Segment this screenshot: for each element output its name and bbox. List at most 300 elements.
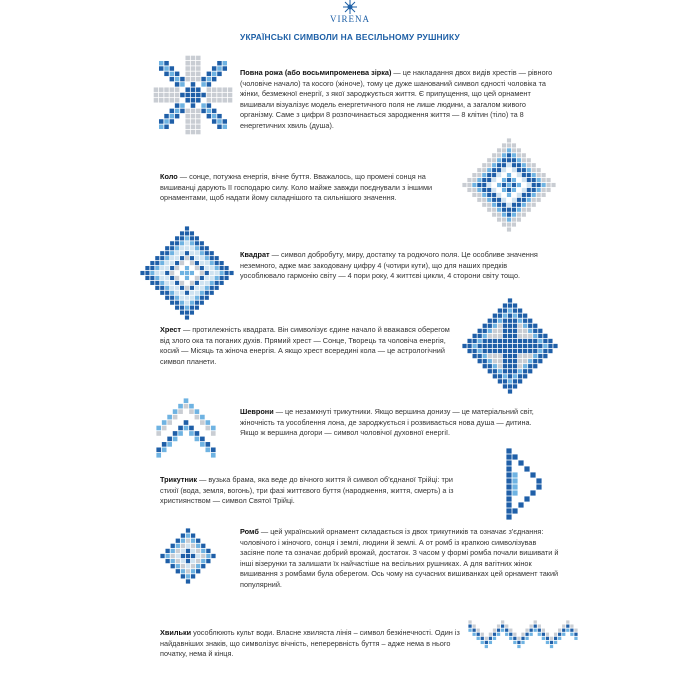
- stitch-cell: [497, 203, 501, 207]
- stitch-cell: [220, 266, 224, 270]
- stitch-cell: [201, 103, 205, 107]
- stitch-cell: [522, 158, 526, 162]
- stitch-cell: [225, 266, 229, 270]
- stitch-cell: [533, 344, 537, 348]
- stitch-cell: [507, 148, 511, 152]
- stitch-cell: [205, 420, 210, 425]
- stitch-cell: [477, 629, 480, 632]
- stitch-cell: [217, 93, 221, 97]
- stitch-cell: [467, 183, 471, 187]
- stitch-cell: [548, 349, 552, 353]
- stitch-cell: [503, 349, 507, 353]
- stitch-cell: [165, 549, 169, 553]
- stitch-cell: [170, 241, 174, 245]
- stitch-cell: [200, 281, 204, 285]
- stitch-cell: [473, 334, 477, 338]
- stitch-cell: [509, 633, 512, 636]
- stitch-cell: [185, 77, 189, 81]
- stitch-cell: [503, 379, 507, 383]
- stitch-cell: [220, 271, 224, 275]
- stitch-cell: [517, 637, 520, 640]
- stitch-cell: [492, 178, 496, 182]
- stitch-cell: [206, 554, 210, 558]
- stitch-cell: [215, 256, 219, 260]
- stitch-cell: [160, 271, 164, 275]
- stitch-cell: [195, 301, 199, 305]
- stitch-cell: [184, 398, 189, 403]
- stitch-cell: [191, 61, 195, 65]
- stitch-cell: [497, 193, 501, 197]
- stitch-cell: [503, 344, 507, 348]
- stitch-cell: [513, 303, 517, 307]
- stitch-cell: [165, 286, 169, 290]
- stitch-cell: [566, 624, 569, 627]
- stitch-cell: [498, 359, 502, 363]
- stitch-cell: [487, 198, 491, 202]
- stitch-cell: [215, 261, 219, 265]
- stitch-cell: [524, 466, 529, 471]
- symbol-block-star: [240, 68, 558, 131]
- stitch-cell: [201, 549, 205, 553]
- stitch-cell: [175, 246, 179, 250]
- stitch-cell: [170, 246, 174, 250]
- stitch-cell: [160, 291, 164, 295]
- stitch-cell: [478, 344, 482, 348]
- stitch-cell: [155, 256, 159, 260]
- stitch-cell: [170, 72, 174, 76]
- stitch-cell: [533, 329, 537, 333]
- stitch-cell: [184, 420, 189, 425]
- stitch-cell: [190, 281, 194, 285]
- stitch-cell: [508, 298, 512, 302]
- stitch-cell: [512, 163, 516, 167]
- stitch-cell: [195, 241, 199, 245]
- stitch-cell: [542, 183, 546, 187]
- stitch-cell: [483, 349, 487, 353]
- stitch-cell: [191, 82, 195, 86]
- stitch-cell: [178, 431, 183, 436]
- symbol-block-circle: [160, 172, 450, 204]
- stitch-cell: [527, 158, 531, 162]
- stitch-cell: [554, 641, 557, 644]
- stitch-cell: [212, 72, 216, 76]
- stitch-cell: [190, 311, 194, 315]
- stitch-cell: [493, 329, 497, 333]
- symbol-description: — це накладання двох видів хрестів — рівного (чоловіче начало) та косого (жіноче), тому це дуже шанований символ єдності чоловіка та жінки, безмежної енергії, з якої зароджується життя. Є припущення, що цей орнамент вишивали візуалізує модель енергетичного поля не лише людини, а загалом живого організму. Саме з цифри 8 розпочинається зародження життя — 8 клітин (тіло) та 8 енергетичних хвиль (душа).: [240, 68, 553, 130]
- stitch-cell: [195, 296, 199, 300]
- stitch-cell: [506, 490, 511, 495]
- stitch-cell: [488, 369, 492, 373]
- stitch-cell: [537, 188, 541, 192]
- stitch-cell: [186, 554, 190, 558]
- stitch-cell: [195, 276, 199, 280]
- stitch-cell: [503, 314, 507, 318]
- stitch-cell: [492, 188, 496, 192]
- stitch-cell: [472, 629, 475, 632]
- stitch-cell: [164, 125, 168, 129]
- stitch-cell: [546, 637, 549, 640]
- stitch-cell: [517, 153, 521, 157]
- symbol-block-chevron: [240, 407, 552, 439]
- stitch-cell: [206, 549, 210, 553]
- stitch-cell: [527, 168, 531, 172]
- stitch-cell: [195, 306, 199, 310]
- stitch-cell: [508, 309, 512, 313]
- stitch-cell: [217, 119, 221, 123]
- stitch-cell: [462, 344, 466, 348]
- stitch-cell: [517, 193, 521, 197]
- stitch-cell: [505, 629, 508, 632]
- stitch-cell: [513, 349, 517, 353]
- stitch-cell: [171, 564, 175, 568]
- stitch-cell: [180, 291, 184, 295]
- stitch-cell: [190, 286, 194, 290]
- stitch-cell: [210, 291, 214, 295]
- stitch-cell: [509, 637, 512, 640]
- stitch-cell: [508, 389, 512, 393]
- stitch-cell: [538, 329, 542, 333]
- stitch-cell: [220, 281, 224, 285]
- stitch-cell: [488, 354, 492, 358]
- stitch-cell: [546, 641, 549, 644]
- stitch-cell: [497, 148, 501, 152]
- stitch-cell: [200, 246, 204, 250]
- stitch-cell: [196, 98, 200, 102]
- stitch-cell: [512, 198, 516, 202]
- stitch-cell: [523, 374, 527, 378]
- stitch-cell: [191, 564, 195, 568]
- stitch-cell: [497, 173, 501, 177]
- stitch-cell: [512, 484, 517, 489]
- stitch-cell: [528, 369, 532, 373]
- stitch-cell: [554, 633, 557, 636]
- stitch-cell: [489, 637, 492, 640]
- stitch-cell: [518, 319, 522, 323]
- stitch-cell: [477, 183, 481, 187]
- stitch-cell: [150, 276, 154, 280]
- stitch-cell: [533, 359, 537, 363]
- stitch-cell: [201, 77, 205, 81]
- stitch-cell: [185, 130, 189, 134]
- stitch-cell: [522, 213, 526, 217]
- stitch-cell: [200, 415, 205, 420]
- stitch-cell: [477, 168, 481, 172]
- stitch-cell: [223, 125, 227, 129]
- stitch-cell: [525, 629, 528, 632]
- stitch-cell: [522, 203, 526, 207]
- stitch-cell: [507, 178, 511, 182]
- symbol-block-triangle: [160, 475, 460, 507]
- symbol-term: Трикутник: [160, 475, 198, 484]
- stitch-cell: [566, 629, 569, 632]
- stitch-cell: [513, 334, 517, 338]
- stitch-cell: [191, 574, 195, 578]
- stitch-cell: [185, 119, 189, 123]
- stitch-cell: [538, 339, 542, 343]
- stitch-cell: [487, 178, 491, 182]
- stitch-cell: [497, 153, 501, 157]
- stitch-cell: [167, 437, 172, 442]
- stitch-cell: [543, 344, 547, 348]
- stitch-cell: [508, 334, 512, 338]
- stitch-cell: [191, 87, 195, 91]
- stitch-cell: [537, 198, 541, 202]
- stitch-cell: [200, 256, 204, 260]
- stitch-cell: [217, 61, 221, 65]
- stitch-cell: [191, 56, 195, 60]
- stitch-cell: [538, 334, 542, 338]
- stitch-cell: [170, 119, 174, 123]
- stitch-cell: [536, 478, 541, 483]
- stitch-cell: [200, 420, 205, 425]
- stitch-cell: [201, 544, 205, 548]
- stitch-cell: [185, 246, 189, 250]
- stitch-cell: [195, 266, 199, 270]
- stitch-cell: [493, 319, 497, 323]
- stitch-cell: [521, 641, 524, 644]
- stitch-cell: [205, 266, 209, 270]
- stitch-cell: [530, 624, 533, 627]
- stitch-cell: [492, 158, 496, 162]
- symbol-description: уособлюють культ води. Власне хвиляста лінія – символ безкінечності. Один із найдавніших знаків, що символізує вічність, неперервність буття – адже нема в нього початку, нема й кінця.: [160, 628, 460, 658]
- symbol-description: — вузька брама, яка веде до вічного життя й символ об'єднаної Трійці: три стихії (вода, земля, вогонь), три фазі життєвого буття (народження, життя, смерть) а із християнством — символ Святої Трійці.: [160, 475, 454, 505]
- stitch-cell: [205, 296, 209, 300]
- stitch-cell: [492, 173, 496, 177]
- stitch-cell: [156, 431, 161, 436]
- stitch-cell: [223, 61, 227, 65]
- stitch-cell: [501, 620, 504, 623]
- stitch-cell: [185, 291, 189, 295]
- stitch-cell: [195, 437, 200, 442]
- stitch-cell: [180, 109, 184, 113]
- stitch-cell: [505, 633, 508, 636]
- stitch-cell: [507, 208, 511, 212]
- stitch-cell: [190, 291, 194, 295]
- stitch-cell: [185, 286, 189, 290]
- symbol-description: — протилежність квадрата. Він символізує єдине начало й вважався оберегом від злого ока та поганих духів. Прямий хрест — Сонце, Творець та чоловіча енергія, косий — Місяць та жіноча енергія. А якщо хрест всередині кола — це астрологічний символ планети.: [160, 325, 450, 366]
- stitch-cell: [505, 624, 508, 627]
- stitch-cell: [498, 309, 502, 313]
- stitch-cell: [488, 359, 492, 363]
- stitch-cell: [176, 569, 180, 573]
- stitch-cell: [223, 93, 227, 97]
- stitch-cell: [180, 271, 184, 275]
- stitch-cell: [498, 339, 502, 343]
- stitch-cell: [530, 633, 533, 636]
- stitch-cell: [191, 130, 195, 134]
- stitch-cell: [175, 241, 179, 245]
- stitch-cell: [512, 203, 516, 207]
- stitch-cell: [527, 203, 531, 207]
- stitch-cell: [522, 198, 526, 202]
- stitch-cell: [217, 98, 221, 102]
- stitch-cell: [468, 624, 471, 627]
- stitch-cell: [215, 276, 219, 280]
- stitch-cell: [506, 484, 511, 489]
- stitch-cell: [503, 364, 507, 368]
- stitch-cell: [502, 158, 506, 162]
- stitch-cell: [160, 261, 164, 265]
- stitch-cell: [196, 539, 200, 543]
- stitch-cell: [512, 148, 516, 152]
- stitch-cell: [503, 369, 507, 373]
- stitch-cell: [217, 66, 221, 70]
- stitch-cell: [191, 569, 195, 573]
- stitch-cell: [195, 251, 199, 255]
- stitch-cell: [191, 72, 195, 76]
- stitch-cell: [155, 271, 159, 275]
- stitch-cell: [503, 329, 507, 333]
- stitch-cell: [498, 354, 502, 358]
- stitch-cell: [200, 261, 204, 265]
- stitch-cell: [492, 163, 496, 167]
- stitch-cell: [191, 533, 195, 537]
- stitch-cell: [512, 223, 516, 227]
- stitch-cell: [167, 415, 172, 420]
- stitch-cell: [207, 87, 211, 91]
- stitch-cell: [171, 549, 175, 553]
- stitch-cell: [517, 168, 521, 172]
- stitch-cell: [493, 334, 497, 338]
- stitch-cell: [473, 339, 477, 343]
- stitch-cell: [543, 354, 547, 358]
- stitch-cell: [512, 153, 516, 157]
- stitch-cell: [477, 637, 480, 640]
- stitch-cell: [211, 431, 216, 436]
- stitch-cell: [217, 72, 221, 76]
- stitch-cell: [492, 213, 496, 217]
- stitch-cell: [507, 163, 511, 167]
- stitch-cell: [186, 549, 190, 553]
- stitch-cell: [512, 508, 517, 513]
- stitch-cell: [477, 178, 481, 182]
- stitch-cell: [542, 188, 546, 192]
- stitch-cell: [550, 645, 553, 648]
- stitch-cell: [517, 213, 521, 217]
- stitch-cell: [223, 119, 227, 123]
- stitch-cell: [528, 319, 532, 323]
- stitch-cell: [207, 114, 211, 118]
- symbol-term: Коло: [160, 172, 178, 181]
- stitch-cell: [175, 77, 179, 81]
- stitch-cell: [164, 66, 168, 70]
- stitch-cell: [508, 314, 512, 318]
- stitch-cell: [195, 415, 200, 420]
- brand-name: VIRENA: [330, 14, 370, 24]
- stitch-cell: [155, 286, 159, 290]
- stitch-cell: [530, 490, 535, 495]
- stitch-cell: [196, 119, 200, 123]
- triangle-ornament-icon: [506, 448, 552, 522]
- stitch-cell: [488, 339, 492, 343]
- stitch-cell: [503, 324, 507, 328]
- stitch-cell: [207, 93, 211, 97]
- stitch-cell: [503, 319, 507, 323]
- stitch-cell: [178, 409, 183, 414]
- stitch-cell: [532, 178, 536, 182]
- stitch-cell: [160, 286, 164, 290]
- stitch-cell: [554, 637, 557, 640]
- stitch-cell: [527, 163, 531, 167]
- stitch-cell: [524, 496, 529, 501]
- stitch-cell: [503, 374, 507, 378]
- stitch-cell: [171, 544, 175, 548]
- stitch-cell: [532, 163, 536, 167]
- stitch-cell: [181, 539, 185, 543]
- stitch-cell: [200, 241, 204, 245]
- stitch-cell: [472, 178, 476, 182]
- stitch-cell: [518, 324, 522, 328]
- stitch-cell: [518, 374, 522, 378]
- stitch-cell: [517, 203, 521, 207]
- stitch-cell: [512, 143, 516, 147]
- stitch-cell: [190, 231, 194, 235]
- stitch-cell: [185, 306, 189, 310]
- stitch-cell: [522, 208, 526, 212]
- stitch-cell: [185, 56, 189, 60]
- stitch-cell: [533, 354, 537, 358]
- stitch-cell: [472, 188, 476, 192]
- stitch-cell: [210, 286, 214, 290]
- stitch-cell: [156, 447, 161, 452]
- stitch-cell: [497, 218, 501, 222]
- stitch-cell: [155, 281, 159, 285]
- stitch-cell: [530, 472, 535, 477]
- stitch-cell: [185, 266, 189, 270]
- stitch-cell: [215, 281, 219, 285]
- stitch-cell: [170, 251, 174, 255]
- stitch-cell: [537, 168, 541, 172]
- stitch-cell: [205, 246, 209, 250]
- stitch-cell: [507, 218, 511, 222]
- stitch-cell: [186, 559, 190, 563]
- stitch-cell: [507, 173, 511, 177]
- stitch-cell: [467, 188, 471, 192]
- stitch-cell: [534, 624, 537, 627]
- stitch-cell: [558, 629, 561, 632]
- stitch-cell: [186, 544, 190, 548]
- stitch-cell: [497, 213, 501, 217]
- stitch-cell: [478, 354, 482, 358]
- stitch-cell: [521, 633, 524, 636]
- stitch-cell: [175, 286, 179, 290]
- stitch-cell: [201, 82, 205, 86]
- symbol-block-square: [240, 250, 545, 282]
- stitch-cell: [532, 173, 536, 177]
- stitch-cell: [487, 203, 491, 207]
- stitch-cell: [170, 87, 174, 91]
- stitch-cell: [215, 271, 219, 275]
- stitch-cell: [521, 637, 524, 640]
- stitch-cell: [523, 334, 527, 338]
- stitch-cell: [488, 324, 492, 328]
- stitch-cell: [528, 359, 532, 363]
- stitch-cell: [534, 629, 537, 632]
- stitch-cell: [518, 309, 522, 313]
- stitch-cell: [472, 193, 476, 197]
- stitch-cell: [543, 334, 547, 338]
- stitch-cell: [562, 633, 565, 636]
- stitch-cell: [186, 579, 190, 583]
- stitch-cell: [195, 281, 199, 285]
- stitch-cell: [483, 329, 487, 333]
- stitch-cell: [513, 641, 516, 644]
- stitch-cell: [542, 637, 545, 640]
- stitch-cell: [205, 256, 209, 260]
- stitch-cell: [180, 93, 184, 97]
- stitch-cell: [145, 266, 149, 270]
- stitch-cell: [196, 77, 200, 81]
